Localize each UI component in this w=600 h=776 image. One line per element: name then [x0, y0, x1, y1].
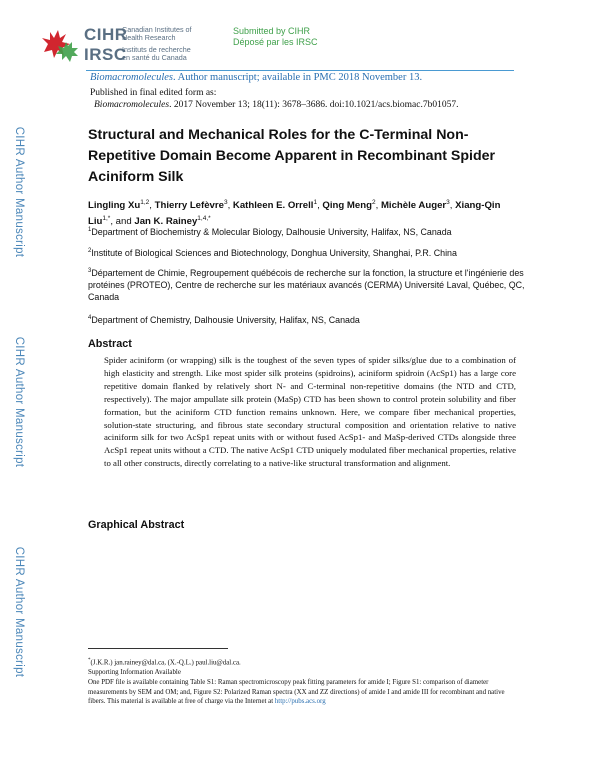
side-banner-1 — [8, 92, 30, 292]
author: Qing Meng$^2$ — [322, 199, 376, 212]
cihr-logo — [40, 22, 220, 68]
logo-sub-en-1: Canadian Institutes of — [122, 25, 192, 34]
affiliation: $^2$Institute of Biological Sciences and Biotechnology, Donghua University, Shanghai, P.R. China — [88, 247, 457, 258]
logo-sub-en-2: Health Research — [122, 33, 176, 42]
abstract-text: Spider aciniform (or wrapping) silk is the toughest of the seven types of spider silks/glue due to a combination of high elasticity and strength. Like most spider silk proteins (spidroins), aciniform spidroin (AcSp1) has a large core repetitive domain flanked by relatively short N- and C-terminal non-repetitive domains (the NTD and CTD, respectively). The major ampullate silk protein (MaSp) CTD has been shown to control protein solubility and fiber formation, but the aciniform CTD function remains unknown. Here, we compare fiber mechanical properties, solution-state structuring, and fibrous state secondary structural composition and orientation relative to native aciniform silk for two AcSp1 repeat units with or without fused AcSp1- and MaSp-derived CTDs alongside three AcSp1 repeat units without a CTD. The native AcSp1 CTD uniquely modulated fiber mechanical properties, relative to all other constructs, directly correlating to a native-like structural transformation and alignment. — [104, 355, 516, 469]
submitted-en: Submitted by CIHR — [233, 26, 311, 36]
author: Thierry Lefèvre$^3$ — [154, 199, 228, 212]
graphical-abstract-heading: Graphical Abstract — [88, 519, 185, 531]
citation-details — [94, 100, 458, 110]
journal-name: Biomacromolecules — [90, 72, 174, 83]
author: Kathleen E. Orrell$^1$ — [232, 199, 318, 212]
logo-sub-fr-1: Instituts de recherche — [122, 45, 191, 54]
supporting-info-heading: Supporting Information Available — [88, 669, 181, 676]
manuscript-note: . Author manuscript; available in PMC 2018 November 13. — [173, 72, 423, 83]
author: Jan K. Rainey$^{1,4,*}$ — [134, 215, 211, 228]
side-banner-2 — [8, 302, 30, 502]
side-banner-label: CIHR Author Manuscript — [13, 126, 25, 258]
author-list: Lingling Xu$^{1,2}$, Thierry Lefèvre$^3$, Kathleen E. Orrell$^1$, Qing Meng$^2$, Michèle Auger$^3$, Xiang-Qin Liu$^{1,*}$, and Jan K. Rainey$^{1,4,*}$ — [88, 199, 501, 228]
footnote-rule — [88, 648, 228, 649]
abstract-heading: Abstract — [88, 338, 132, 350]
citation-ref: . 2017 November 13; 18(11): 3678–3686. doi:10.1021/acs.biomac.7b01057. — [169, 100, 459, 110]
author: Xiang-Qin Liu$^{1,*}$ — [88, 200, 501, 228]
published-label: Published in final edited form as: — [90, 88, 217, 98]
logo-sub-fr-2: en santé du Canada — [122, 53, 187, 62]
side-banner-label: CIHR Author Manuscript — [13, 546, 25, 678]
author: Michèle Auger$^3$ — [380, 199, 450, 212]
submitted-fr: Déposé par les IRSC — [233, 37, 318, 47]
pubs-acs-link[interactable]: http://pubs.acs.org — [274, 698, 326, 706]
corresponding-author-footnote: *(J.K.R.) jan.rainey@dal.ca, (X.-Q.L.) paul.liu@dal.ca. — [88, 658, 241, 667]
maple-leaf-cluster-icon — [40, 24, 82, 66]
logo-irsc-text: IRSC — [84, 45, 127, 64]
supporting-info-text: One PDF file is available containing Table S1: Raman spectromicroscopy peak fitting parameters for amide I; Figure S1: comparison of diameter measurements by SEM and OM; and, Figure S2: Polarized Raman spectra (XX and ZZ directions) of amide I and amide III for recombinant and native fibers. This material is available at free of charge via the Internet at http://pubs.acs.org — [88, 679, 505, 706]
logo-cihr-text: CIHR — [84, 25, 128, 44]
affiliation: $^1$Department of Biochemistry & Molecular Biology, Dalhousie University, Halifax, NS, Canada — [88, 226, 452, 237]
affiliation: $^4$Department of Chemistry, Dalhousie University, Halifax, NS, Canada — [88, 314, 360, 325]
author: Lingling Xu$^{1,2}$ — [88, 199, 150, 212]
manuscript-availability — [90, 72, 422, 83]
side-banner-label: CIHR Author Manuscript — [13, 336, 25, 468]
header-rule — [86, 70, 514, 71]
paper-title: Structural and Mechanical Roles for the C-Terminal Non-Repetitive Domain Become Apparent in Recombinant Spider Aciniform Silk — [88, 127, 496, 185]
affiliation: $^3$Département de Chimie, Regroupement québécois de recherche sur la fonction, la structure et l'ingénierie des protéines (PROTEO), Centre de recherche sur les matériaux avancés (CERMA) Université Laval, Québec, QC, Canada — [88, 267, 525, 302]
side-banner-3 — [8, 512, 30, 712]
citation-journal: Biomacromolecules — [94, 100, 170, 110]
submitted-by-note — [233, 26, 318, 48]
